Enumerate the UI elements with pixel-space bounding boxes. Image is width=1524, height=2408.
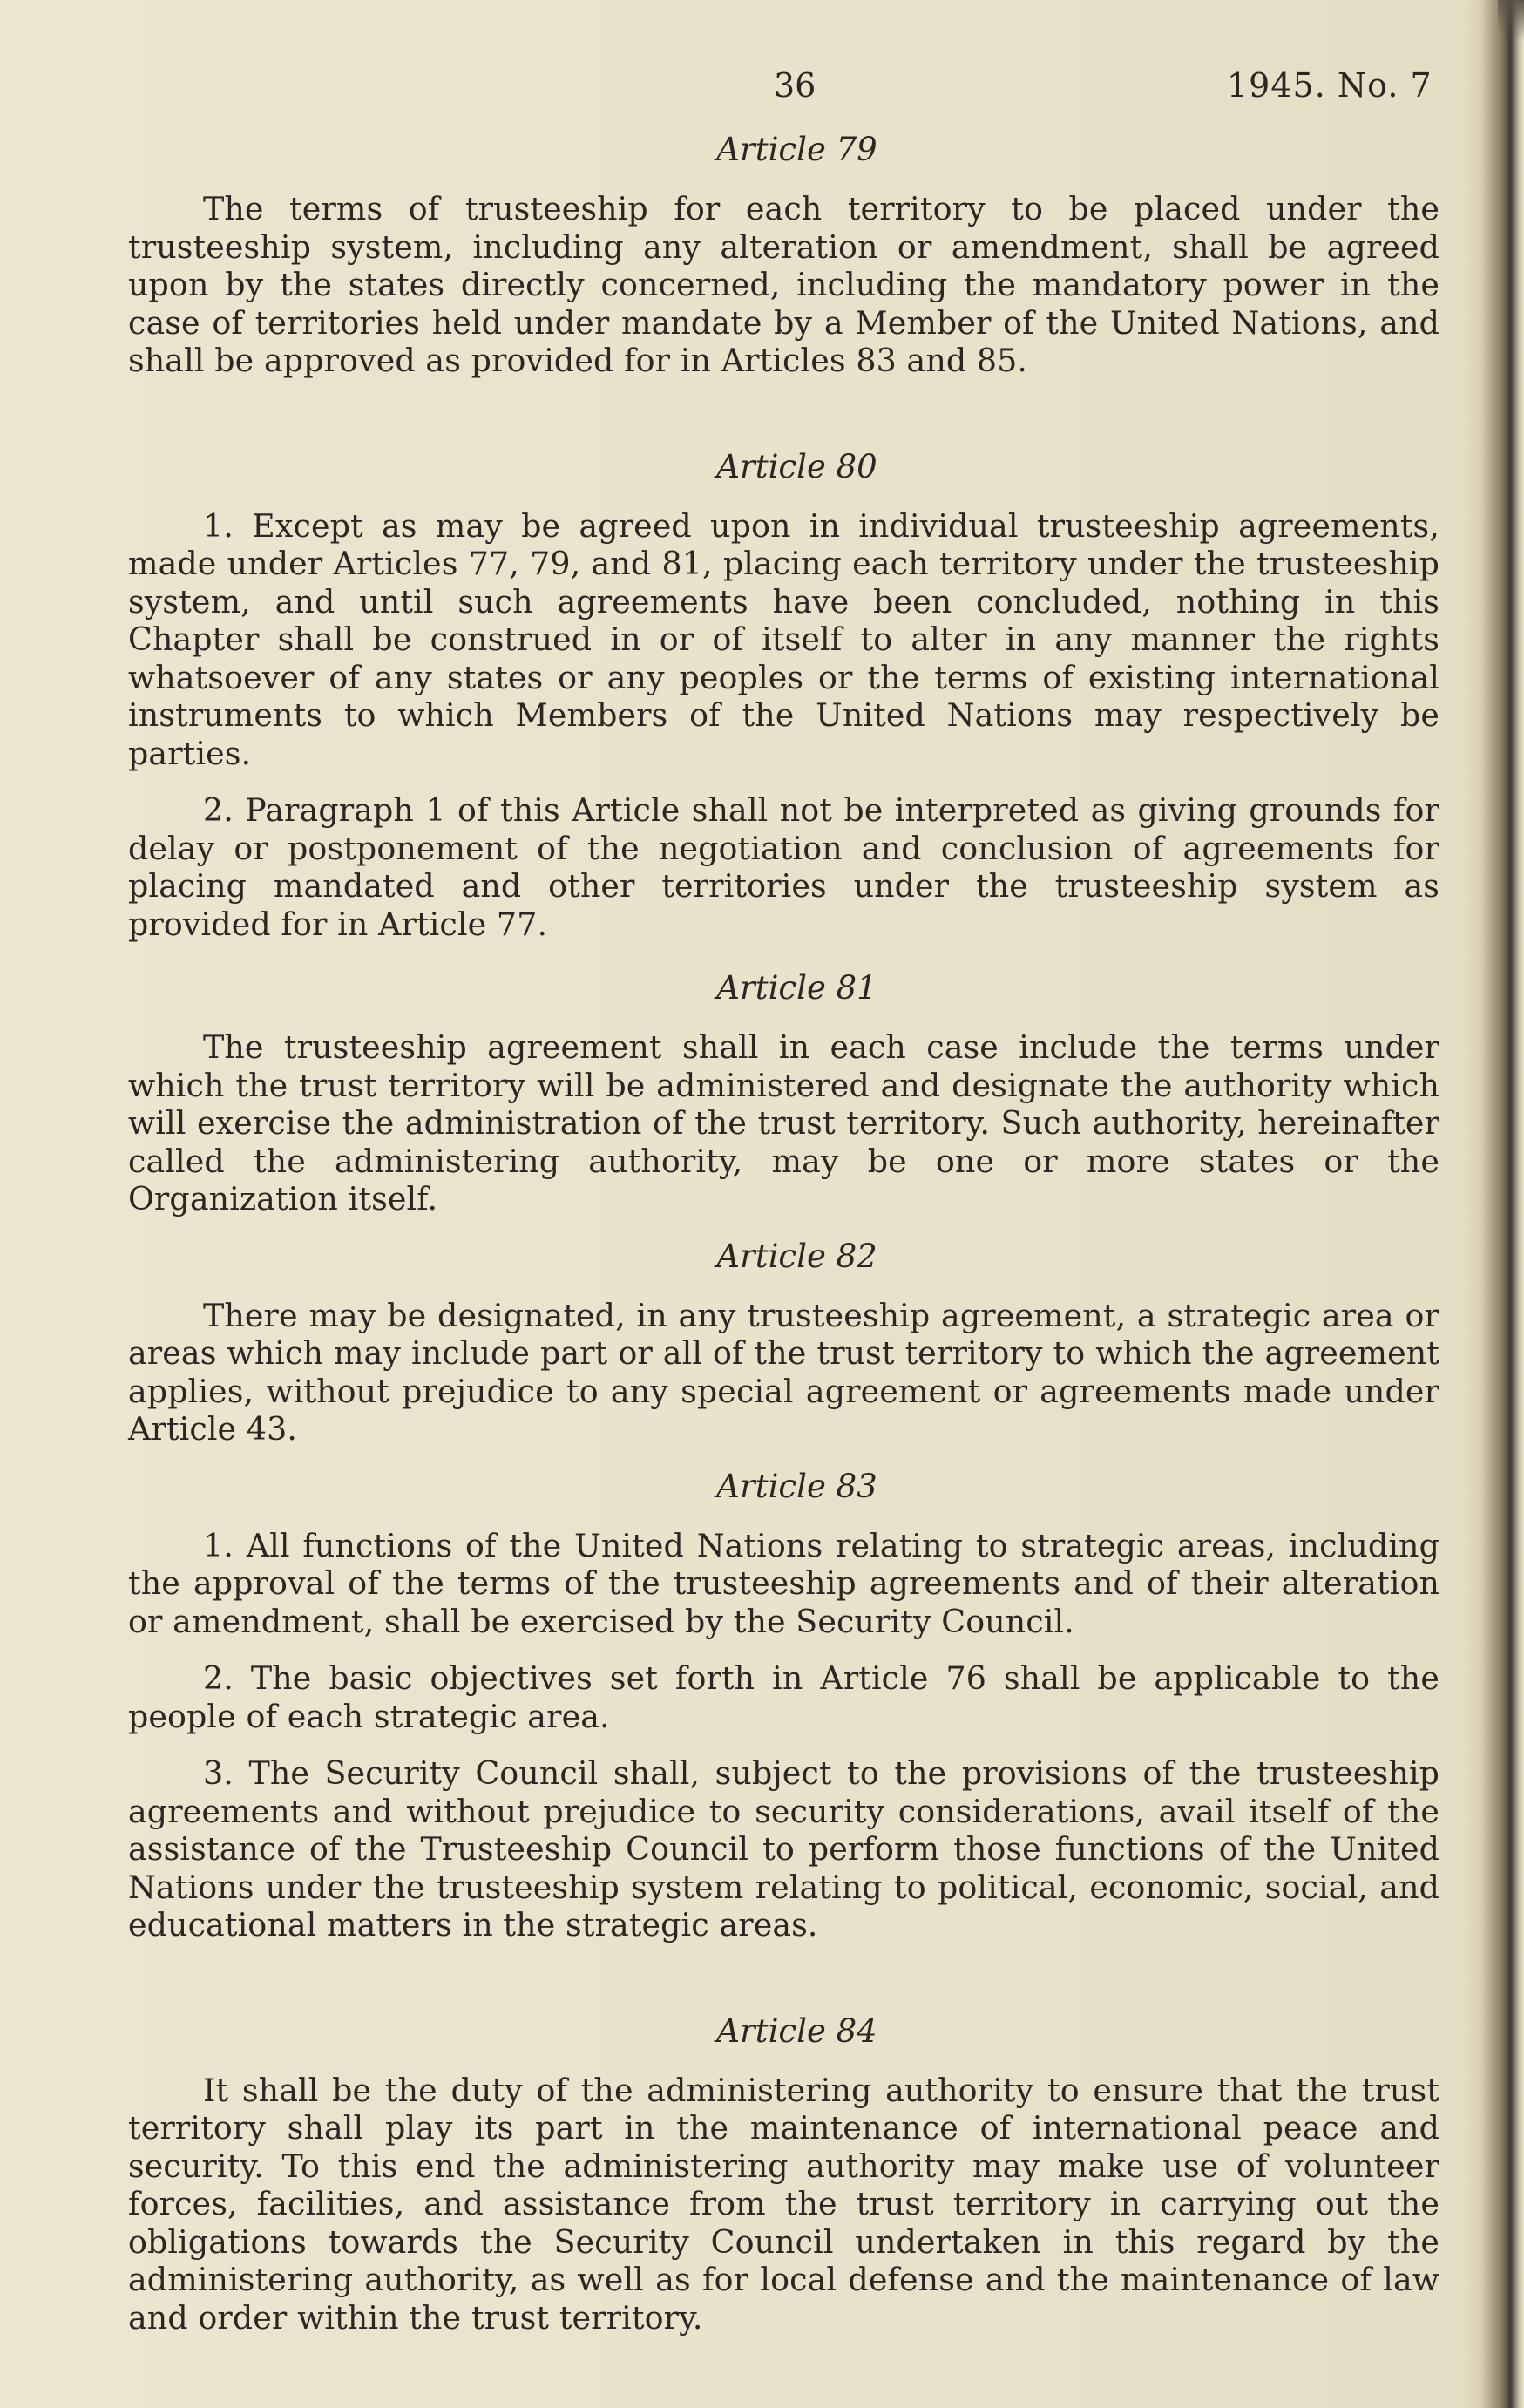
article-79-title: Article 79 <box>716 131 877 168</box>
article-82-paragraph: There may be designated, in any trusteeship agreement, a strategic area or areas which may include part or all of the trust territory to which the agreement applies, without prejudice to any special agreement or agreements made under Article 43. <box>128 1296 1439 1448</box>
article-81-title: Article 81 <box>716 969 877 1007</box>
article-82-title: Article 82 <box>716 1237 877 1275</box>
page-corner-shadow <box>1498 0 1524 61</box>
article-84-paragraph: It shall be the duty of the administering authority to ensure that the trust territory shall play its part in the maintenance of international peace and security. To this end the administering authority may make use of volunteer forces, facilities, and assistance from the trust territory in carrying out the obligations towards the Security Council undertaken in this regard by the administering authority, as well as for local defense and the maintenance of law and order within the trust territory. <box>128 2071 1439 2337</box>
article-83-paragraph-1: 1. All functions of the United Nations relating to strategic areas, including the approval of the terms of the trusteeship agreements and of their alteration or amendment, shall be exercised by the Security Council. <box>128 1526 1439 1640</box>
publication-reference: 1945. No. 7 <box>1227 66 1433 105</box>
document-body <box>128 131 1439 2356</box>
article-80-paragraph-2: 2. Paragraph 1 of this Article shall not be interpreted as giving grounds for delay or postponement of the negotiation and conclusion of agreements for placing mandated and other territories under the trusteeship system as provided for in Article 77. <box>128 791 1439 943</box>
article-83-paragraph-3: 3. The Security Council shall, subject to the provisions of the trusteeship agreements and without prejudice to security considerations, avail itself of the assistance of the Trusteeship Council to perform those functions of the United Nations under the trusteeship system relating to political, economic, social, and educational matters in the strategic areas. <box>128 1754 1439 1943</box>
article-80-paragraph-1: 1. Except as may be agreed upon in individual trusteeship agreements, made under Articles 77, 79, and 81, placing each territory under the trusteeship system, and until such agreements have been concluded, nothing in this Chapter shall be construed in or of itself to alter in any manner the rights whatsoever of any states or any peoples or the terms of existing international instruments to which Members of the United Nations may respectively be parties. <box>128 506 1439 772</box>
page-edge-shadow <box>1463 0 1524 2408</box>
article-81-paragraph: The trusteeship agreement shall in each case include the terms under which the trust territory will be administered and designate the authority which will exercise the administration of the trust territory. Such authority, hereinafter called the administering authority, may be one or more states or the Organization itself. <box>128 1028 1439 1218</box>
article-84-title: Article 84 <box>716 2011 877 2050</box>
article-83-paragraph-2: 2. The basic objectives set forth in Article 76 shall be applicable to the people of each strategic area. <box>128 1659 1439 1735</box>
article-80-title: Article 80 <box>716 447 877 485</box>
article-83-title: Article 83 <box>716 1467 877 1505</box>
page-header <box>0 66 1524 119</box>
page-number: 36 <box>774 66 816 105</box>
article-79-paragraph: The terms of trusteeship for each territory to be placed under the trusteeship system, including any alteration or amendment, shall be agreed upon by the states directly concerned, including the mandatory power in the case of territories held under mandate by a Member of the United Nations, and shall be approved as provided for in Articles 83 and 85. <box>128 190 1439 379</box>
